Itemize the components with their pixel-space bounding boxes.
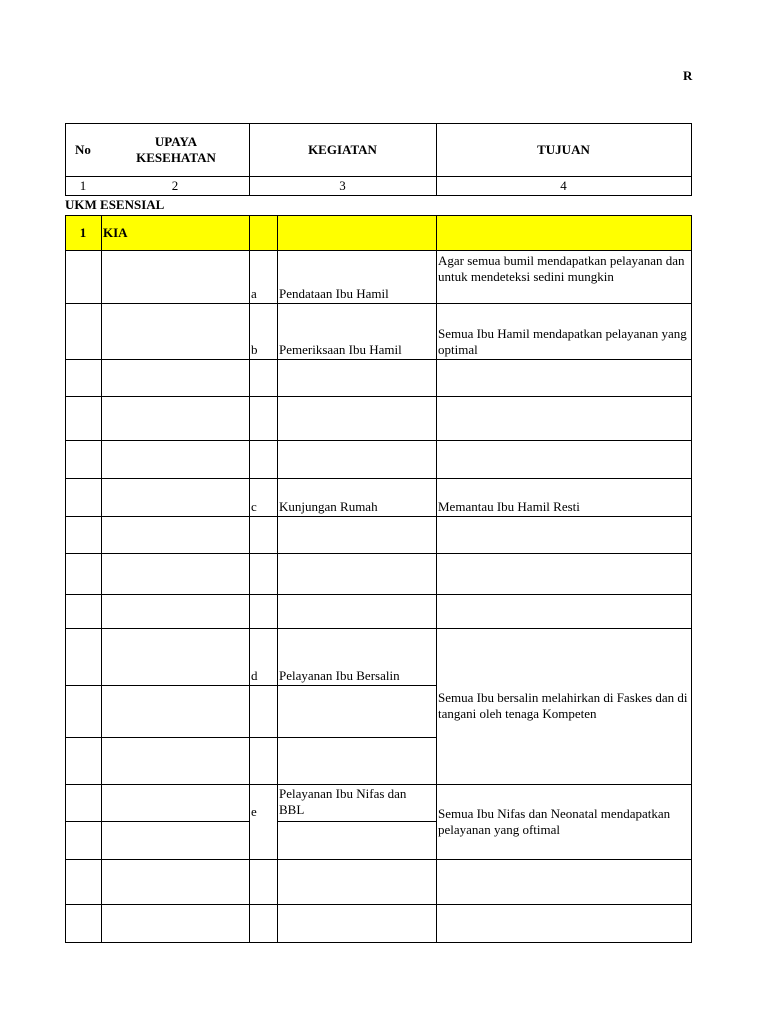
group-number: 1 [79,224,87,240]
table-border [65,215,66,943]
table-border [249,123,250,196]
table-border [65,440,692,441]
table-border [65,859,692,860]
table-border [65,396,692,397]
table-border [65,303,692,304]
table-border [277,215,278,943]
table-border [65,904,692,905]
table-border [65,215,692,216]
item-tujuan: Semua Ibu Nifas dan Neonatal mendapatkan pelayanan yang oftimal [438,805,671,837]
table-border [65,195,692,196]
item-kegiatan: Pelayanan Ibu Bersalin [279,668,400,683]
item-kegiatan: Kunjungan Rumah [279,499,378,514]
table-border [65,737,436,738]
header-kegiatan: KEGIATAN [308,141,377,157]
item-kegiatan: Pendataan Ibu Hamil [279,286,389,301]
table-border [65,553,692,554]
table-border [65,942,692,943]
header-no: No [75,141,91,157]
column-number-4: 4 [560,177,567,193]
table-border [65,176,692,177]
table-border [691,215,692,943]
column-number-1: 1 [79,177,87,193]
item-tujuan: Semua Ibu Hamil mendapatkan pelayanan yang optimal [438,326,687,357]
column-number-2: 2 [171,177,179,193]
item-tujuan: Memantau Ibu Hamil Resti [438,499,580,514]
header-tujuan: TUJUAN [537,141,590,157]
table-border [65,123,66,196]
table-border [65,685,436,686]
item-letter: d [251,668,258,683]
table-border [65,359,692,360]
table-border [65,594,692,595]
item-letter: b [251,342,258,357]
table-border [65,821,249,822]
table-border [436,215,437,943]
table-border [65,628,692,629]
item-letter: e [251,804,257,819]
section-label: UKM ESENSIAL [65,197,165,212]
table-border [249,215,250,943]
header-upaya-kesehatan: UPAYA KESEHATAN [136,133,216,165]
table-border [65,516,692,517]
item-tujuan: Semua Ibu bersalin melahirkan di Faskes dan di tangani oleh tenaga Kompeten [438,690,688,721]
item-kegiatan: Pemeriksaan Ibu Hamil [279,342,402,357]
item-kegiatan: Pelayanan Ibu Nifas dan BBL [279,786,407,817]
table-border [436,123,437,196]
page-corner-mark: R [683,68,693,83]
table-border [65,784,692,785]
item-letter: a [251,286,257,301]
table-border [65,478,692,479]
table-border [65,250,692,251]
table-border [65,123,692,124]
group-name: KIA [103,224,128,240]
table-border [277,821,436,822]
table-border [691,123,692,196]
column-number-3: 3 [339,177,346,193]
table-border [101,215,102,943]
item-tujuan: Agar semua bumil mendapatkan pelayanan dan untuk mendeteksi sedini mungkin [438,253,685,284]
item-letter: c [251,499,257,514]
